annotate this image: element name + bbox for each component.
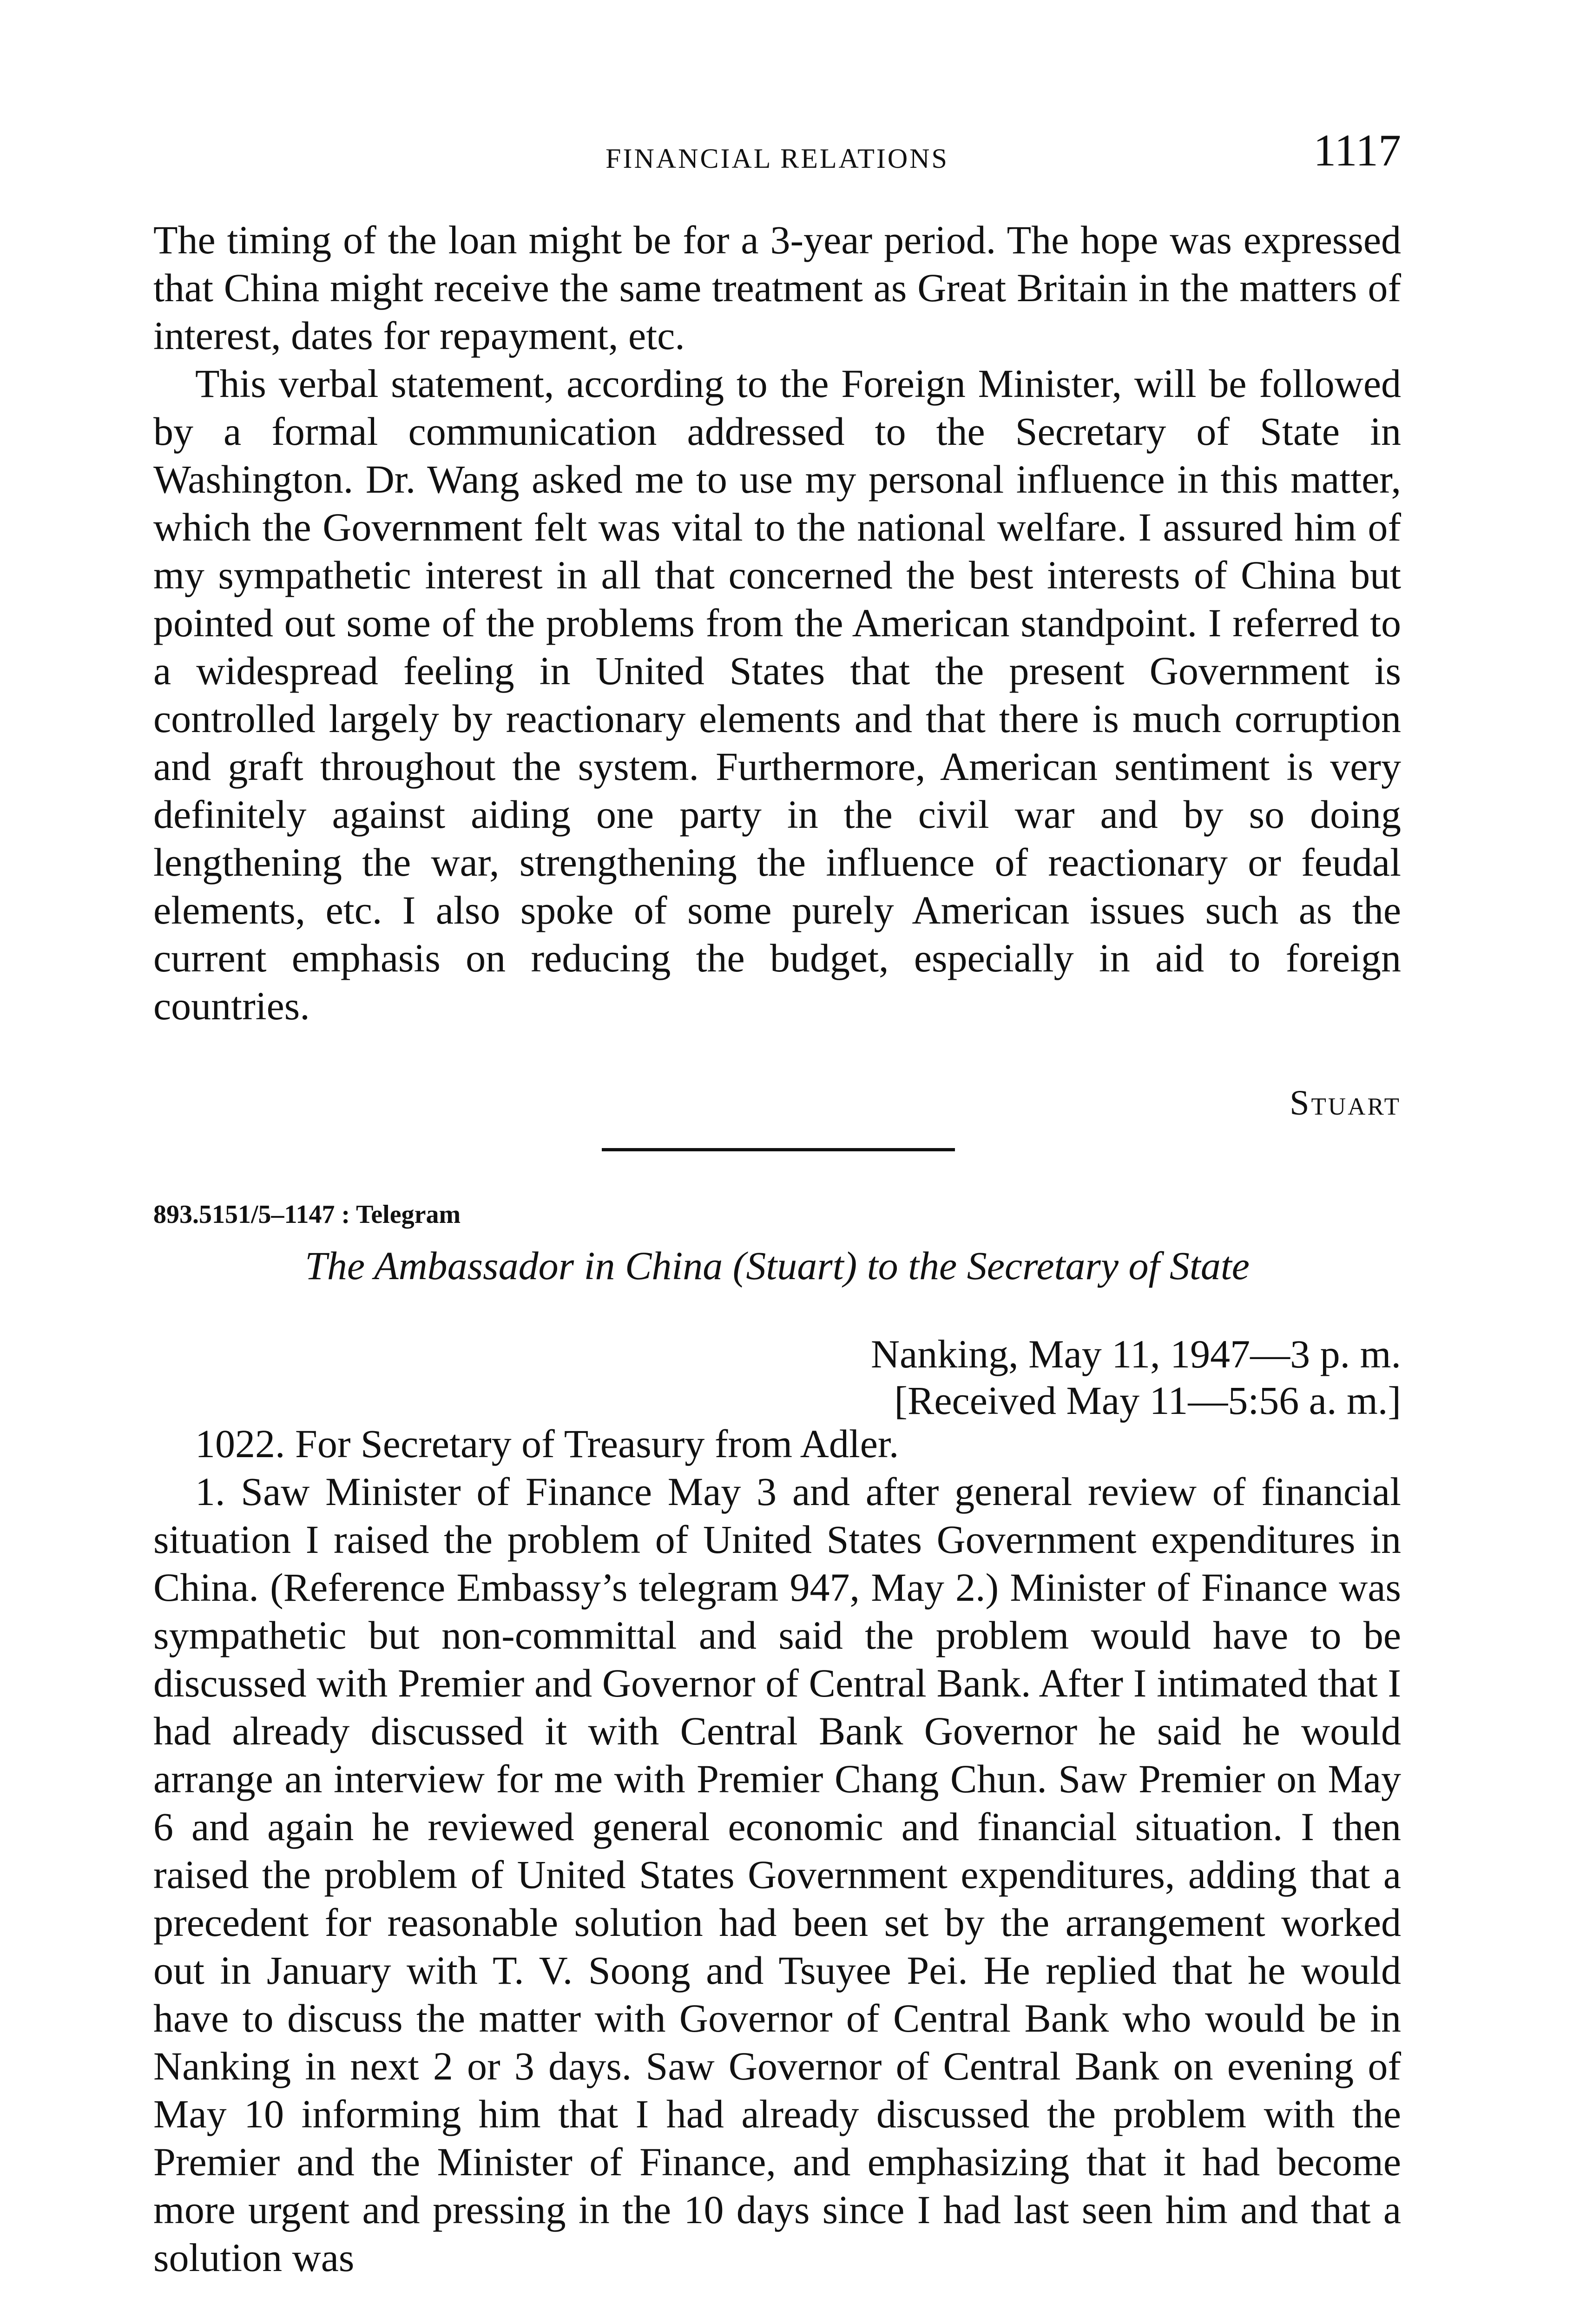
paragraph-verbal-statement: This verbal statement, according to the Foreign Minister, will be followed by a formal communication addressed to the Secretary of State in Washington. Dr. Wang asked me to use my personal influence in this matter, which the Government felt was vital to the national welfare. I assured him of my sympathetic interest in all that concerned the best interests of China but pointed out some of the problems from the American standpoint. I referred to a widespread feeling in United States that the present Government is controlled largely by reactionary elements and that there is much corruption and graft throughout the system. Furthermore, American sentiment is very definitely against aiding one party in the civil war and by so doing lengthening the war, strengthening the influence of reactionary or feudal elements, etc. I also spoke of some purely American issues such as the current emphasis on reducing the budget, especially in aid to foreign countries. — [153, 361, 1401, 1028]
paragraph-point-1: 1. Saw Minister of Finance May 3 and after general review of financial situation I raised the problem of United States Government expenditures in China. (Reference Embassy’s telegram 947, May 2.) Minister of Finance was sympathetic but non-committal and said the problem would have to be discussed with Premier and Governor of Central Bank. After I intimated that I had already discussed it with Central Bank Governor he said he would arrange an interview for me with Premier Chang Chun. Saw Premier on May 6 and again he reviewed general economic and financial situation. I then raised the problem of United States Government expenditures, adding that a precedent for reasonable solution had been set by the arrangement worked out in January with T. V. Soong and Tsuyee Pei. He replied that he would have to discuss the matter with Governor of Central Bank who would be in Nanking in next 2 or 3 days. Saw Governor of Central Bank on evening of May 10 informing him that I had already discussed the problem with the Premier and the Minister of Finance, and emphasizing that it had become more urgent and pressing in the 10 days since I had last seen him and that a solution was — [153, 1469, 1401, 2280]
page-header — [153, 125, 1401, 193]
telegram-body — [153, 1420, 1401, 2282]
document-title: The Ambassador in China (Stuart) to the Secretary of State — [305, 1243, 1250, 1288]
section-divider — [602, 1148, 955, 1151]
place-date: Nanking, May 11, 1947—3 p. m. — [870, 1332, 1401, 1376]
file-reference: 893.5151/5–1147 : Telegram — [153, 1200, 461, 1229]
paragraph-telegram-number: 1022. For Secretary of Treasury from Adler. — [195, 1421, 899, 1466]
paragraph-loan-timing: The timing of the loan might be for a 3-year period. The hope was expressed that China might receive the same treatment as Great Britain in the matters of interest, dates for repayment, etc. — [153, 218, 1401, 358]
continued-letter-body — [153, 216, 1401, 1030]
running-head: FINANCIAL RELATIONS — [606, 143, 949, 174]
received-note: [Received May 11—5:56 a. m.] — [894, 1378, 1401, 1423]
page-number: 1117 — [1313, 125, 1401, 176]
signature: Stuart — [1290, 1083, 1401, 1122]
